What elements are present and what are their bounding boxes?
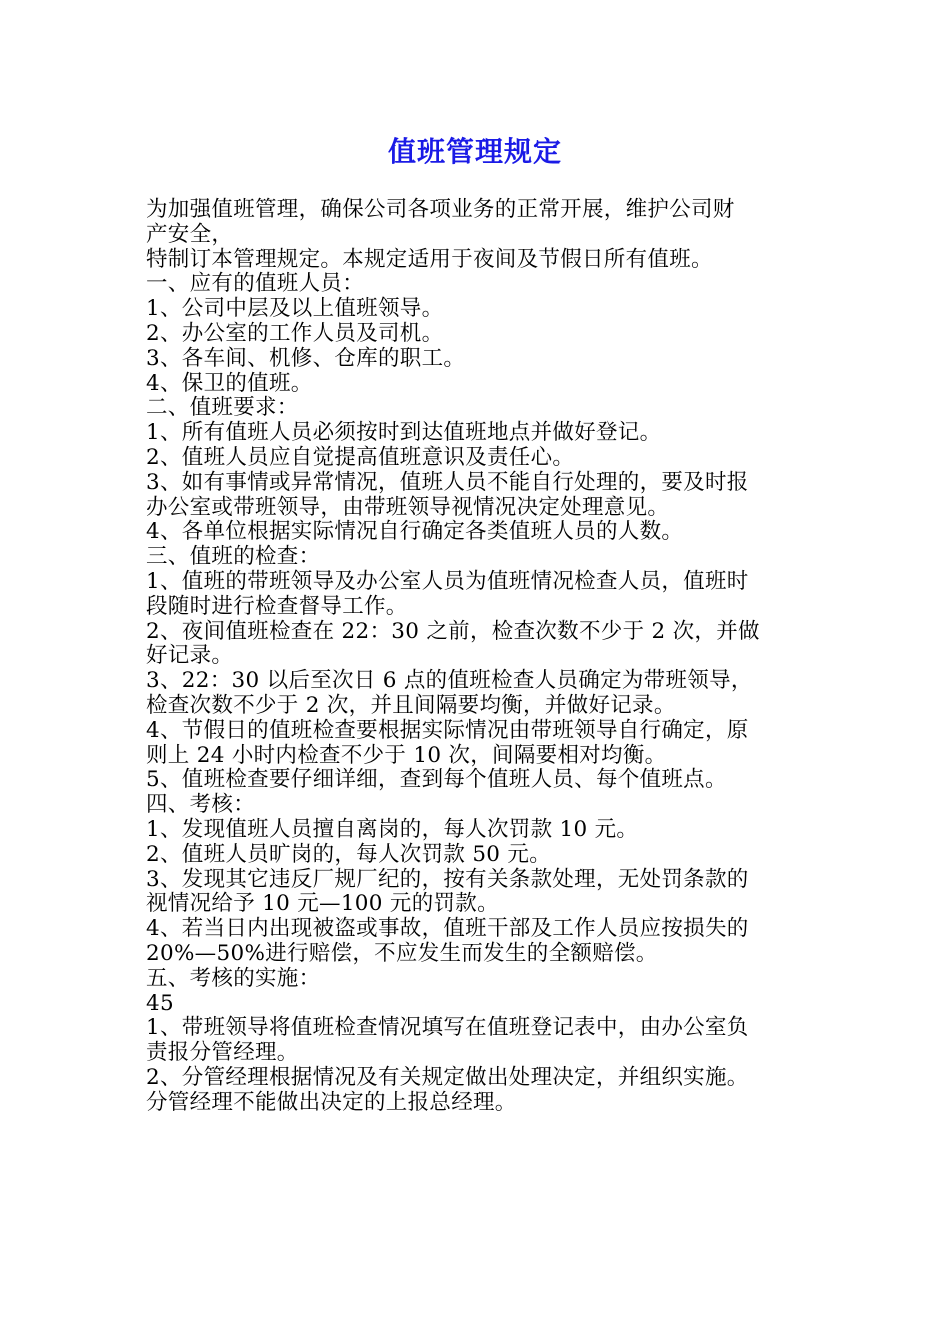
text-line: 四、考核： (146, 792, 256, 818)
text-line: 段随时进行检查督导工作。 (146, 593, 408, 619)
text-line: 1、公司中层及以上值班领导。 (146, 296, 444, 322)
text-line: 视情况给予 10 元—100 元的罚款。 (146, 891, 499, 917)
text-line: 一、应有的值班人员： (146, 271, 365, 297)
text-line: 3、各车间、机修、仓库的职工。 (146, 345, 466, 371)
text-line: 4、保卫的值班。 (146, 370, 313, 396)
text-line: 2、夜间值班检查在 22：30 之前，检查次数不少于 2 次，并做 (146, 618, 760, 644)
text-line: 为加强值班管理，确保公司各项业务的正常开展，维护公司财 (146, 197, 735, 222)
text-line: 好记录。 (146, 643, 234, 669)
text-line: 三、值班的检查： (146, 544, 321, 570)
text-line: 五、考核的实施： (146, 965, 321, 991)
text-line: 20%—50%进行赔偿，不应发生而发生的全额赔偿。 (146, 940, 658, 966)
text-line: 3、如有事情或异常情况，值班人员不能自行处理的，要及时报 (146, 469, 749, 495)
text-line: 4、节假日的值班检查要根据实际情况由带班领导自行确定，原 (146, 717, 749, 743)
text-line: 则上 24 小时内检查不少于 10 次，间隔要相对均衡。 (146, 742, 667, 768)
text-line: 责报分管经理。 (146, 1040, 299, 1066)
text-line: 2、值班人员应自觉提高值班意识及责任心。 (146, 444, 575, 470)
text-line: 5、值班检查要仔细详细，查到每个值班人员、每个值班点。 (146, 767, 727, 793)
text-line: 产安全， (146, 221, 234, 247)
text-line: 分管经理不能做出决定的上报总经理。 (146, 1089, 517, 1115)
text-line: 2、办公室的工作人员及司机。 (146, 320, 444, 346)
text-line: 3、22：30 以后至次日 6 点的值班检查人员确定为带班领导， (146, 668, 753, 694)
document-title: 值班管理规定 (387, 135, 562, 168)
text-line: 4、若当日内出现被盗或事故，值班干部及工作人员应按损失的 (146, 916, 749, 942)
document-body (146, 198, 814, 1115)
text-line: 二、值班要求： (146, 395, 299, 421)
text-line: 特制订本管理规定。本规定适用于夜间及节假日所有值班。 (146, 246, 713, 272)
text-line: 2、值班人员旷岗的，每人次罚款 50 元。 (146, 841, 552, 867)
text-line: 1、带班领导将值班检查情况填写在值班登记表中，由办公室负 (146, 1015, 749, 1041)
text-line: 1、发现值班人员擅自离岗的，每人次罚款 10 元。 (146, 816, 639, 842)
text-line: 检查次数不少于 2 次，并且间隔要均衡，并做好记录。 (146, 692, 676, 718)
text-line: 办公室或带班领导，由带班领导视情况决定处理意见。 (146, 494, 670, 520)
text-line: 45 (146, 990, 174, 1016)
text-line: 2、分管经理根据情况及有关规定做出处理决定，并组织实施。 (146, 1064, 749, 1090)
text-line: 4、各单位根据实际情况自行确定各类值班人员的人数。 (146, 519, 684, 545)
text-line: 3、发现其它违反厂规厂纪的，按有关条款处理，无处罚条款的 (146, 866, 749, 892)
text-line: 1、值班的带班领导及办公室人员为值班情况检查人员，值班时 (146, 568, 749, 594)
text-line: 1、所有值班人员必须按时到达值班地点并做好登记。 (146, 420, 662, 446)
